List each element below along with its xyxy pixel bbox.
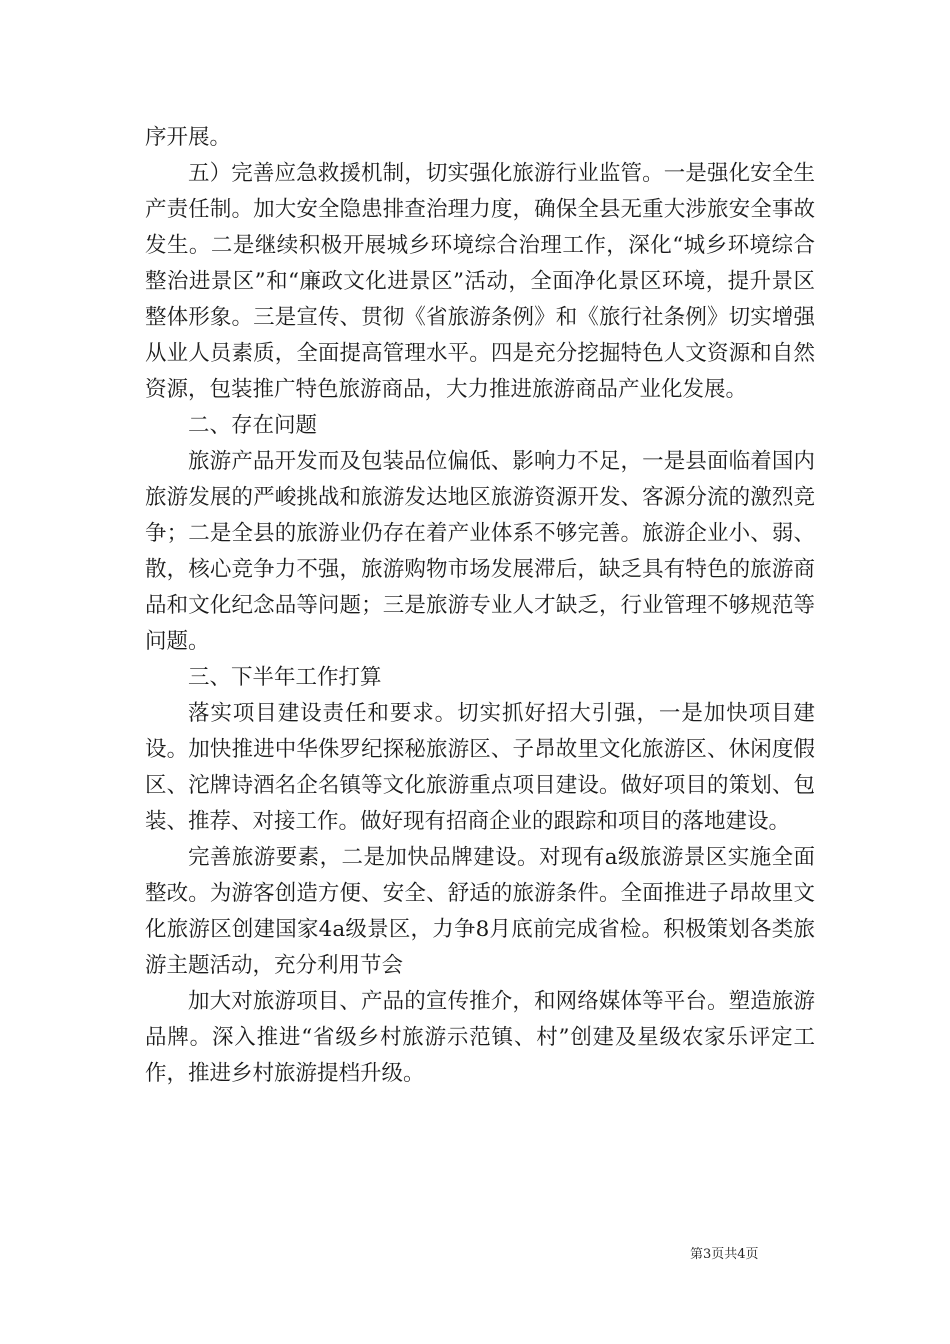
paragraph-problems: 旅游产品开发而及包装品位偏低、影响力不足，一是县面临着国内旅游发展的严峻挑战和旅游发达地区旅游资源开发、客源分流的激烈竞争；二是全县的旅游业仍存在着产业体系不够完善。旅游企业小、弱、散，核心竞争力不强，旅游购物市场发展滞后，缺乏具有特色的旅游商品和文化纪念品等问题；三是旅游专业人才缺乏，行业管理不够规范等问题。 [145, 449, 815, 654]
section-heading-problems: 二、存在问题 [188, 413, 318, 438]
page-number-footer: 第3页共4页 [690, 1247, 759, 1262]
document-body [145, 120, 815, 1092]
section-heading-plans: 三、下半年工作打算 [188, 665, 382, 690]
paragraph-emergency-supervision: 五）完善应急救援机制，切实强化旅游行业监管。一是强化安全生产责任制。加大安全隐患排查治理力度，确保全县无重大涉旅安全事故发生。二是继续积极开展城乡环境综合治理工作，深化“城乡环境综合整治进景区”和“廉政文化进景区”活动，全面净化景区环境，提升景区整体形象。三是宣传、贯彻《省旅游条例》和《旅行社条例》切实增强从业人员素质，全面提高管理水平。四是充分挖掘特色人文资源和自然资源，包装推广特色旅游商品，大力推进旅游商品产业化发展。 [145, 161, 815, 402]
paragraph-promotion: 加大对旅游项目、产品的宣传推介，和网络媒体等平台。塑造旅游品牌。深入推进“省级乡村旅游示范镇、村”创建及星级农家乐评定工作，推进乡村旅游提档升级。 [145, 989, 815, 1086]
paragraph-continuation: 序开展。 [145, 125, 232, 150]
paragraph-project-construction: 落实项目建设责任和要求。切实抓好招大引强，一是加快项目建设。加快推进中华侏罗纪探秘旅游区、子昂故里文化旅游区、休闲度假区、沱牌诗酒名企名镇等文化旅游重点项目建设。做好项目的策划、包装、推荐、对接工作。做好现有招商企业的跟踪和项目的落地建设。 [145, 701, 815, 834]
paragraph-brand-construction: 完善旅游要素，二是加快品牌建设。对现有a级旅游景区实施全面整改。为游客创造方便、安全、舒适的旅游条件。全面推进子昂故里文化旅游区创建国家4a级景区，力争8月底前完成省检。积极策划各类旅游主题活动，充分利用节会 [145, 845, 815, 978]
